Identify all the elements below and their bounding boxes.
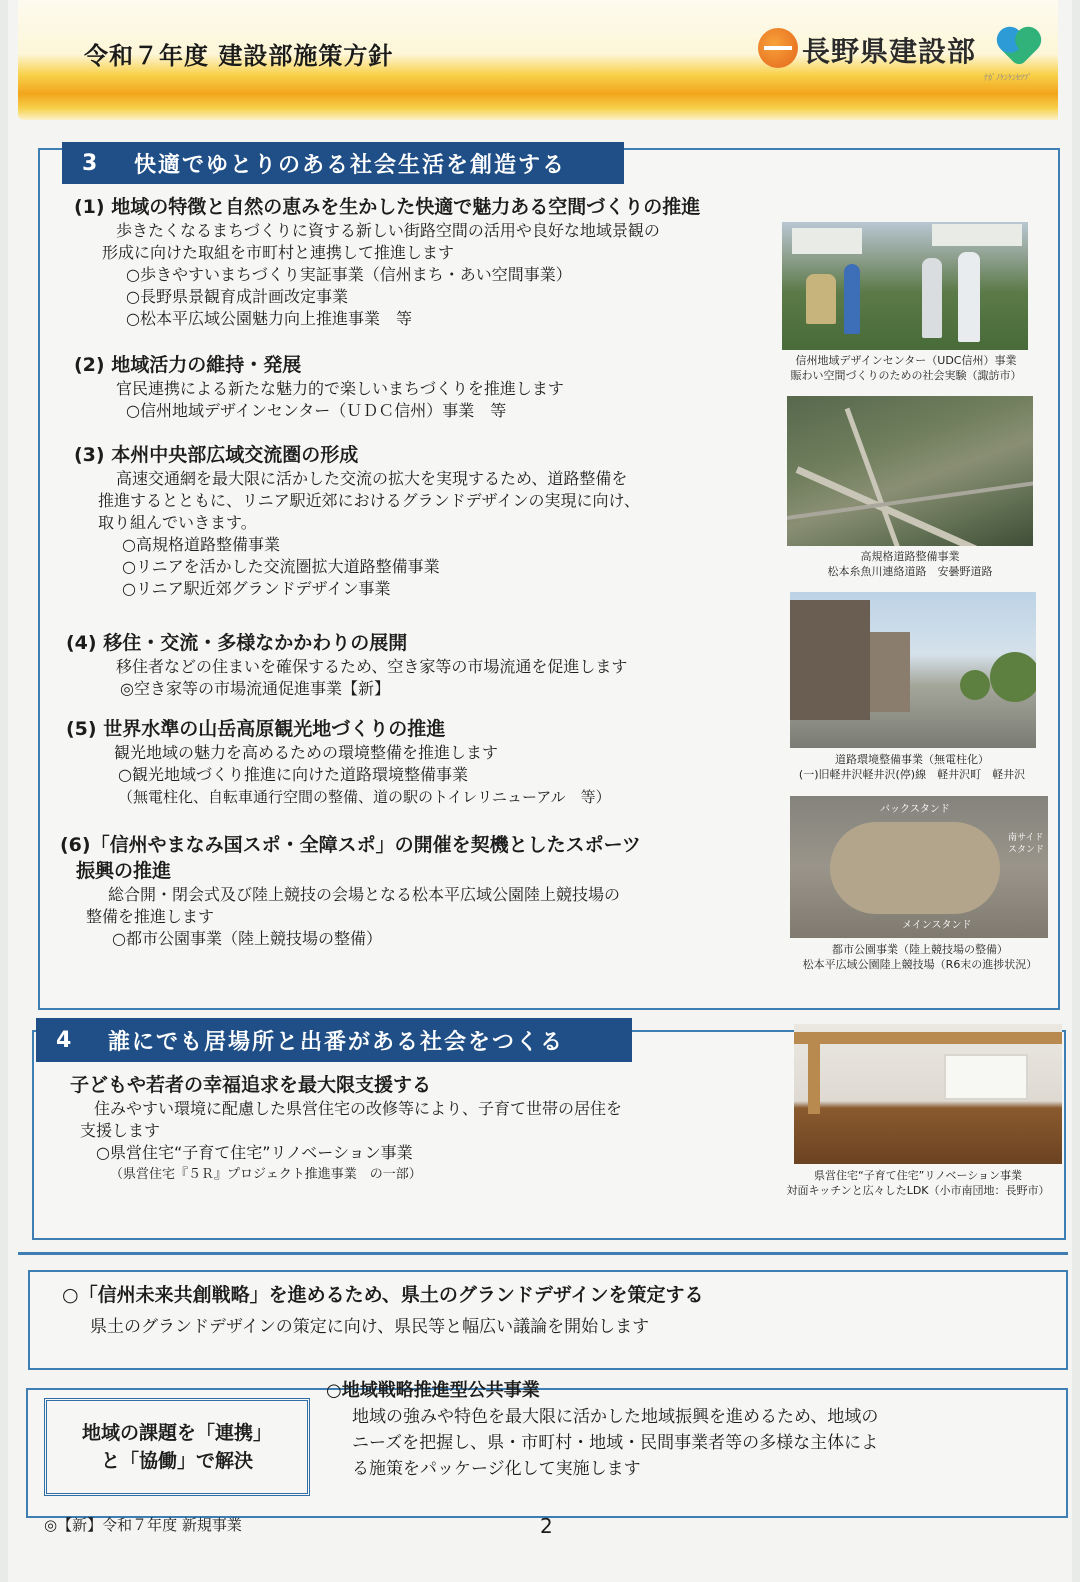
org-logo (758, 24, 1058, 84)
item-1-project-3: ○松本平広域公園魅力向上推進事業 等 (126, 309, 412, 328)
label-south-stand: スタンド (1008, 845, 1045, 855)
item-6-body-1: 総合開・閉会式及び陸上競技の会場となる松本平広域公園陸上競技場の (108, 885, 621, 904)
item-1-body-1: 歩きたくなるまちづくりに資する新しい街路空間の活用や良好な地域景観の (116, 221, 660, 240)
item-3-body-2: 推進するとともに、リニア駅近郊におけるグランドデザインの実現に向け、 (98, 491, 640, 510)
item-2-body-1: 官民連携による新たな魅力的で楽しいまちづくりを推進します (116, 379, 564, 398)
footer-legend: ◎【新】令和７年度 新規事業 (44, 1516, 242, 1534)
regional-challenge-label (44, 1398, 310, 1496)
section-4-content (70, 1072, 790, 1186)
photo-renovated-room (794, 1024, 1062, 1164)
label-south-side: 南サイド (1008, 833, 1044, 843)
item-2-heading: (2) 地域活力の維持・発展 (74, 354, 302, 376)
section-3-title: 快適でゆとりのある社会生活を創造する (134, 152, 567, 178)
item-1-body-2: 形成に向けた取組を市町村と連携して推進します (102, 243, 455, 262)
item-3-project-1: ○高規格道路整備事業 (122, 535, 280, 554)
item-6-heading-2: 振興の推進 (76, 860, 172, 882)
regional-label-1: 地域の課題を「連携」 (81, 1422, 272, 1444)
item-6-body-2: 整備を推進します (86, 907, 215, 926)
item-3-body-1: 高速交通網を最大限に活かした交流の拡大を実現するため、道路整備を (116, 469, 628, 488)
section-4-number: 4 (56, 1027, 74, 1053)
caption-stadium-1: 都市公園事業（陸上競技場の整備） (832, 943, 1008, 956)
caption-road-2: 松本糸魚川連絡道路 安曇野道路 (827, 565, 993, 578)
caption-udc-1: 信州地域デザインセンター（UDC信州）事業 (795, 354, 1017, 367)
grand-design-heading: ○「信州未来共創戦略」を進めるため、県土のグランドデザインを策定する (62, 1284, 704, 1306)
divider-rule (18, 1252, 1068, 1255)
item-3-body-3: 取り組んでいきます。 (98, 513, 257, 532)
grand-design-content (62, 1282, 1022, 1338)
item-4-heading: (4) 移住・交流・多様なかかわりの展開 (66, 632, 408, 654)
org-name: 長野県建設部 (802, 35, 977, 68)
caption-street (774, 752, 1050, 782)
caption-room-2: 対面キッチンと広々したLDK（小市南団地：長野市） (786, 1184, 1050, 1197)
page-number: 2 (540, 1514, 553, 1538)
item-3 (74, 442, 789, 600)
caption-udc-2: 賑わい空間づくりのための社会実験（諏訪市） (790, 369, 1022, 382)
caption-stadium-2: 松本平広域公園陸上競技場（R6末の進捗状況） (802, 958, 1038, 971)
item-6-heading: (6)「信州やまなみ国スポ・全障スポ」の開催を契機としたスポーツ (60, 834, 641, 856)
section-4-header (36, 1018, 632, 1062)
item-6 (60, 832, 780, 950)
item-2 (74, 352, 789, 422)
item-3-project-2: ○リニアを活かした交流圏拡大道路整備事業 (122, 557, 440, 576)
regional-label-2: と「協働」で解決 (100, 1450, 253, 1472)
heart-logo-icon (1001, 31, 1038, 68)
item-4-project-1: ◎空き家等の市場流通促進事業【新】 (120, 679, 390, 698)
photo-street-undergrounding (790, 592, 1036, 748)
photo-highway-aerial (787, 396, 1033, 546)
logo-mark-icon (758, 28, 798, 68)
item-5-heading: (5) 世界水準の山岳高原観光地づくりの推進 (66, 718, 446, 740)
caption-road (782, 549, 1038, 579)
photo-udc-plaza (782, 222, 1028, 350)
item-1 (74, 194, 789, 330)
caption-udc (778, 353, 1034, 383)
section-4-heading: 子どもや若者の幸福追求を最大限支援する (70, 1074, 432, 1096)
item-4-body-1: 移住者などの住まいを確保するため、空き家等の市場流通を促進します (116, 657, 628, 676)
section-4-project: ○県営住宅“子育て住宅”リノベーション事業 (96, 1143, 413, 1162)
caption-street-1: 道路環境整備事業（無電柱化） (835, 753, 989, 766)
regional-heading: ○地域戦略推進型公共事業 (326, 1380, 540, 1401)
item-5-body-1: 観光地域の魅力を高めるための環境整備を推進します (114, 743, 499, 762)
item-5 (66, 716, 781, 808)
section-3-number: 3 (82, 150, 100, 176)
item-1-heading: (1) 地域の特徴と自然の恵みを生かした快適で魅力ある空間づくりの推進 (74, 196, 701, 218)
org-name-sub: ﾅｶﾞﾉｹﾝｹﾝｾﾂﾌﾞ (984, 73, 1032, 82)
section-4-note: （県営住宅『５Ｒ』プロジェクト推進事業 の一部） (110, 1167, 422, 1182)
section-4-body-1: 住みやすい環境に配慮した県営住宅の改修等により、子育て世帯の居住を (94, 1099, 623, 1118)
section-4-body-2: 支援します (80, 1121, 161, 1140)
item-3-heading: (3) 本州中央部広域交流圏の形成 (74, 444, 359, 466)
item-6-project-1: ○都市公園事業（陸上競技場の整備） (112, 929, 382, 948)
regional-content (326, 1378, 1056, 1482)
label-main-stand: メインスタンド (902, 920, 972, 931)
item-1-project-2: ○長野県景観育成計画改定事業 (126, 287, 348, 306)
regional-body-2: ニーズを把握し、県・市町村・地域・民間事業者等の多様な主体によ (352, 1433, 879, 1453)
caption-room (772, 1168, 1064, 1198)
section-4-title: 誰にでも居場所と出番がある社会をつくる (108, 1029, 565, 1055)
regional-body-3: る施策をパッケージ化して実施します (352, 1459, 641, 1479)
item-2-project-1: ○信州地域デザインセンター（ＵＤＣ信州）事業 等 (126, 401, 507, 420)
label-back-stand: バックスタンド (880, 804, 950, 815)
photo-stadium (790, 796, 1048, 938)
item-4 (66, 630, 781, 700)
item-5-project-1: ○観光地域づくり推進に向けた道路環境整備事業 (118, 765, 468, 784)
page-title: 令和７年度 建設部施策方針 (84, 42, 394, 70)
caption-road-1: 高規格道路整備事業 (860, 550, 960, 563)
grand-design-body: 県土のグランドデザインの策定に向け、県民等と幅広い議論を開始します (90, 1317, 650, 1337)
section-3-header (62, 142, 624, 184)
item-5-project-2: （無電柱化、自転車通行空間の整備、道の駅のトイレリニューアル 等） (118, 788, 611, 806)
caption-room-1: 県営住宅“子育て住宅”リノベーション事業 (813, 1169, 1023, 1182)
caption-street-2: (一)旧軽井沢軽井沢(停)線 軽井沢町 軽井沢 (798, 768, 1026, 781)
item-1-project-1: ○歩きやすいまちづくり実証事業（信州まち・あい空間事業） (126, 265, 572, 284)
regional-body-1: 地域の強みや特色を最大限に活かした地域振興を進めるため、地域の (352, 1407, 879, 1427)
caption-stadium (774, 942, 1066, 972)
item-3-project-3: ○リニア駅近郊グランドデザイン事業 (122, 579, 391, 598)
